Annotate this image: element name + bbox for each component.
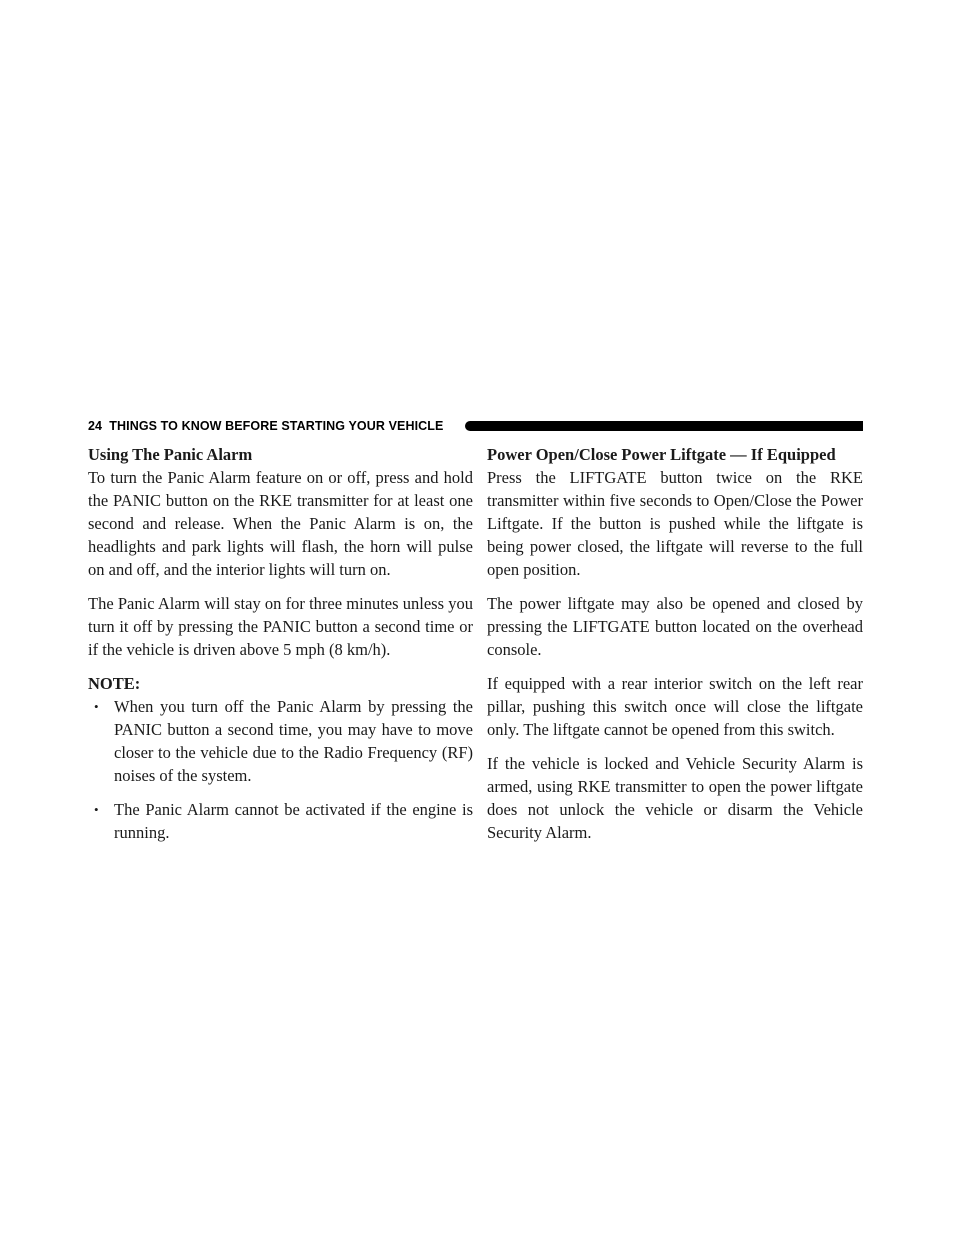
header-text (88, 418, 443, 434)
paragraph: The Panic Alarm will stay on for three minutes unless you turn it off by pressing the PANIC button a second time or if the vehicle is driven above 5 mph (8 km/h). (88, 594, 473, 659)
note-label: NOTE: (88, 674, 141, 693)
section-heading-power-liftgate: Power Open/Close Power Liftgate — If Equipped (487, 445, 836, 464)
paragraph: Press the LIFTGATE button twice on the RKE transmitter within five seconds to Open/Close the Power Liftgate. If the button is pushed while the liftgate is being power closed, the liftgate will reverse to the full open position. (487, 468, 863, 579)
section-title: THINGS TO KNOW BEFORE STARTING YOUR VEHICLE (109, 419, 444, 433)
note-bullet-list (88, 695, 473, 844)
left-column (88, 443, 473, 855)
page-number: 24 (88, 419, 103, 433)
list-item (88, 798, 473, 844)
bullet-icon: • (94, 802, 99, 817)
list-item (88, 695, 473, 787)
page-header (88, 418, 863, 434)
paragraph: If equipped with a rear interior switch on the left rear pillar, pushing this switch once will close the liftgate only. The liftgate cannot be opened from this switch. (487, 674, 863, 739)
right-column (487, 443, 863, 855)
paragraph: To turn the Panic Alarm feature on or off, press and hold the PANIC button on the RKE transmitter for at least one second and release. When the Panic Alarm is on, the headlights and park lights will flash, the horn will pulse on and off, and the interior lights will turn on. (88, 468, 473, 579)
bullet-icon: • (94, 699, 99, 714)
bullet-text: When you turn off the Panic Alarm by pressing the PANIC button a second time, you may have to move closer to the vehicle due to the Radio Frequency (RF) noises of the system. (114, 697, 473, 785)
paragraph: If the vehicle is locked and Vehicle Security Alarm is armed, using RKE transmitter to open the power liftgate does not unlock the vehicle or disarm the Vehicle Security Alarm. (487, 754, 863, 842)
bullet-text: The Panic Alarm cannot be activated if the engine is running. (114, 800, 473, 842)
header-bar (465, 421, 863, 431)
paragraph: The power liftgate may also be opened and closed by pressing the LIFTGATE button located on the overhead console. (487, 594, 863, 659)
section-heading-panic-alarm: Using The Panic Alarm (88, 445, 253, 464)
